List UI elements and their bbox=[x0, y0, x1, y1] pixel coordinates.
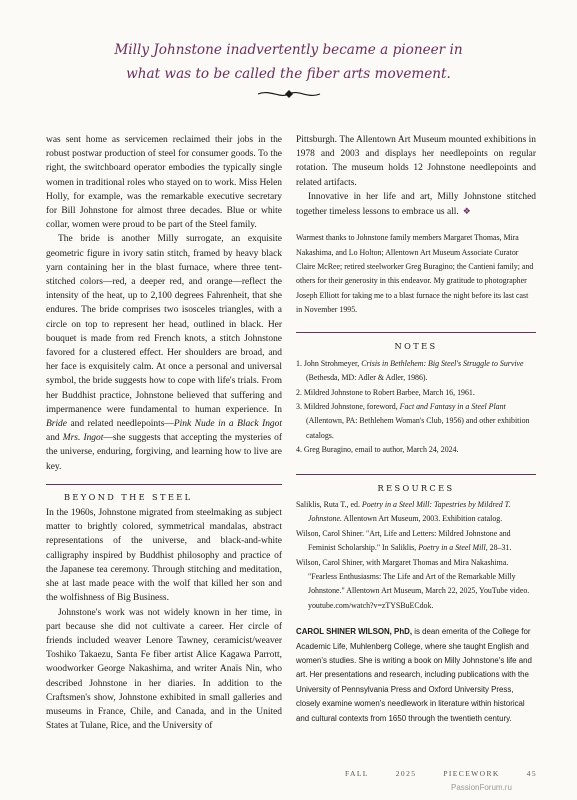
resource-item: Wilson, Carol Shiner. "Art, Life and Letters: Mildred Johnstone and Feminist Scholarship." In Saliklis, Poetry in a Steel Mill, 28–31. bbox=[296, 528, 512, 553]
left-column bbox=[46, 133, 282, 733]
text-run: Innovative in her life and art, Milly Johnstone stitched together timeless lessons to embrace us all. bbox=[296, 191, 536, 218]
text-run: The bride is another Milly surrogate, an exquisite geometric figure in ivory satin stitch, framed by heavy black yarn containing her in the blast furnace, where three tent-stitched colors—red, a deeper red, and orange—reflect the intensity of the heat, up to 2,100 degrees Fahrenheit, that she endures. The bride comprises two isosceles triangles, with a circle on top to represent her head, outlined in black. Her bouquet is made from red French knots, a stitch Johnstone favored for a clustered effect. Her shoulders are broad, and her face is exquisitely calm. At once a personal and universal symbol, the bride suggests how to cope with life's trials. From her Buddhist practice, Johnstone believed that suffering and impermanence were fundamental to human experience. In bbox=[46, 234, 282, 415]
pull-quote-line-1: Milly Johnstone inadvertently became a pioneer in bbox=[114, 42, 463, 58]
body-paragraph: Pittsburgh. The Allentown Art Museum mounted exhibitions in 1978 and 2003 and displays her needlepoints on regular rotation. The museum holds 12 Johnstone needlepoints and related artifacts. bbox=[296, 135, 536, 188]
note-item: 3. Mildred Johnstone, foreword, Fact and Fantasy in a Steel Plant (Allentown, PA: Bethlehem Woman's Club, 1956) and other exhibition catalogs. bbox=[296, 402, 530, 440]
footer-magazine: PIECEWORK bbox=[443, 769, 500, 778]
body-paragraph bbox=[46, 232, 282, 473]
watermark: PassionForum.ru bbox=[451, 783, 512, 792]
notes-heading: NOTES bbox=[296, 332, 536, 353]
author-bio bbox=[296, 625, 536, 726]
pull-quote-line-2: what was to be called the fiber arts movement. bbox=[126, 66, 451, 82]
footer-year: 2025 bbox=[395, 769, 417, 778]
text-run: and bbox=[46, 433, 63, 444]
note-item: 4. Greg Buragino, email to author, March 24, 2024. bbox=[296, 445, 459, 455]
author-name: CAROL SHINER WILSON, PhD, bbox=[296, 627, 413, 637]
text-run: and related needlepoints— bbox=[66, 419, 174, 430]
flourish-ornament-icon bbox=[256, 88, 322, 100]
page-footer bbox=[345, 769, 537, 778]
note-item: 1. John Strohmeyer, Crisis in Bethlehem: Big Steel's Struggle to Survive (Bethesda, MD: Adler & Adler, 1986). bbox=[296, 358, 524, 383]
body-paragraph bbox=[296, 190, 536, 219]
right-column bbox=[296, 133, 536, 726]
body-paragraph: In the 1960s, Johnstone migrated from steelmaking as subject matter to brightly colored, symmetrical mandalas, abstract representations of the universe, and black-and-white calligraphy inspired by Buddhist philosophy and practice of the Japanese tea ceremony. Through stitching and meditation, she at last made peace with the wolf that killed her son and the wolfishness of Big Business. bbox=[46, 508, 282, 604]
resource-item: Wilson, Carol Shiner, with Margaret Thomas and Mira Nakashima. "Fearless Enthusiasms: The Life and Art of the Remarkable Milly Johnstone." Allentown Art Museum, March 22, 2025, YouTube video. youtube.com/watch?v=zTYSBuECdok. bbox=[296, 557, 530, 610]
resources-list bbox=[296, 498, 536, 613]
notes-list bbox=[296, 357, 536, 458]
text-run: —she suggests that accepting the mysteries of the universe, enduring, forgiving, and learning how to live are key. bbox=[46, 433, 282, 472]
body-paragraph: Johnstone's work was not widely known in her time, in part because she did not cultivate a career. Her circle of friends included weaver Lenore Tawney, ceramicist/weaver Toshiko Takaezu, Santa Fe fiber artist Alice Kagawa Parrott, woodworker George Nakashima, and writer Anaïs Nin, who described Johnstone in her diaries. In addition to the Craftsmen's show, Johnstone exhibited in small galleries and museums in France, Chile, and Canada, and in the United States at Tulane, Rice, and the University of bbox=[46, 607, 282, 732]
author-bio-text: is dean emerita of the College for Academic Life, Muhlenberg College, where she taught English and women's studies. She is writing a book on Milly Johnstone's life and art. Her presentations and research, including publications with the University of Pennsylvania Press and Oxford University Press, closely examine women's needlework in literature within historical and cultural contexts from 1650 through the twentieth century. bbox=[296, 627, 532, 723]
resource-item: Saliklis, Ruta T., ed. Poetry in a Steel Mill: Tapestries by Mildred T. Johnstone. Allentown Art Museum, 2003. Exhibition catalog. bbox=[296, 499, 511, 524]
pull-quote bbox=[40, 38, 537, 86]
acknowledgments: Warmest thanks to Johnstone family members Margaret Thomas, Mira Nakashima, and Lo Holton; Allentown Art Museum Associate Curator Claire McRee; retired steelworker Greg Buragino; the Cantieni family; and others for their generosity in this endeavor. My gratitude to photographer Joseph Elliott for taking me to a blast furnace the night before its last cast in November 1995. bbox=[296, 233, 534, 315]
artwork-title: Mrs. Ingot bbox=[62, 433, 104, 444]
artwork-title: Pink Nude in a Black Ingot bbox=[173, 419, 282, 430]
body-paragraph: was sent home as servicemen reclaimed their jobs in the robust postwar production of steel for consumer goods. To the right, the switchboard operator embodies the typically single women in traditional roles who stayed on to work. Miss Helen Holly, for example, was the remarkable executive secretary for Bill Johnstone for almost three decades. Blue or white collar, women were proud to be part of the Steel family. bbox=[46, 135, 282, 231]
diamond-end-mark-icon: ❖ bbox=[462, 206, 471, 217]
resources-heading: RESOURCES bbox=[296, 474, 536, 495]
footer-season: FALL bbox=[345, 769, 369, 778]
artwork-title: Bride bbox=[46, 419, 67, 430]
note-item: 2. Mildred Johnstone to Robert Barbee, March 16, 1961. bbox=[296, 387, 475, 397]
page-number: 45 bbox=[526, 769, 537, 778]
section-heading: BEYOND THE STEEL bbox=[46, 484, 282, 504]
